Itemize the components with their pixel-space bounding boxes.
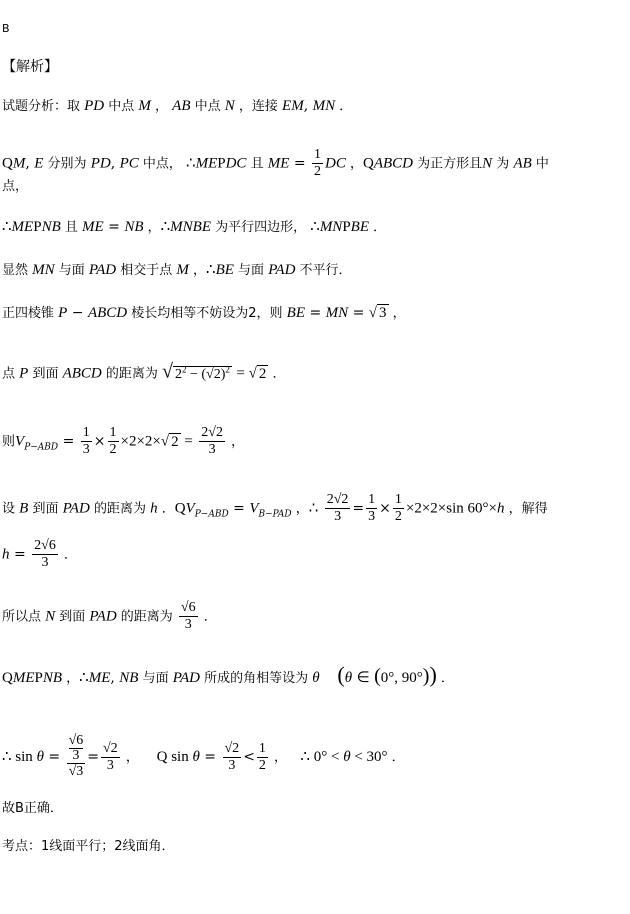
solution-line-1: 试题分析：取 PD 中点 M ， AB 中点 N ，连接 EM, MN ． <box>2 98 353 114</box>
solution-line-13: ∴ sin θ = √6 3 √3 = $\frac{√2}{3}$ ， Q sin θ = $\frac{√2}{3}$ < $\frac{1}{2}$ ， ∴ 0° < θ < 30° ． <box>2 733 405 779</box>
solution-line-12: QMEPNB ，∴ME, NB 与面 PAD 所成的角相等设为 θ (θ ∈ (0°, 90°)) ． <box>2 662 454 687</box>
solution-line-8: 则$V_{P-ABD}$ = $\frac{1}{3}$ × $\frac{1}{2}$ ×2×2×√ 2 = $\frac{2√2}{3}$ ， <box>2 425 245 457</box>
section-heading: 【解析】 <box>2 59 58 75</box>
solution-line-10: h = $\frac{2√6}{3}$ ． <box>2 538 77 570</box>
solution-conclusion: 故B正确． <box>2 801 63 816</box>
solution-line-5: 显然 MN 与面 PAD 相交于点 M ，∴BE 与面 PAD 不平行． <box>2 262 352 278</box>
solution-line-7: 点 P 到面 ABCD 的距离为 √ $2^2 - (√2)^2$ = √ 2 ． <box>2 360 286 383</box>
solution-line-11: 所以点 N 到面 PAD 的距离为 $\frac{√6}{3}$ ． <box>2 600 217 632</box>
key-points: 考点：1线面平行；2线面角． <box>2 839 175 854</box>
solution-line-6: 正四棱锥 P − ABCD 棱长均相等不妨设为2，则 BE = MN = √ 3 ， <box>2 305 406 321</box>
solution-line-4: ∴MEPNB 且 ME = NB ，∴MNBE 为平行四边形， ∴MNPBE ． <box>2 219 387 235</box>
solution-line-9: 设 B 到面 PAD 的距离为 h ．$QV_{P-ABD} = V_{B-PAD}$ ，∴ $\frac{2√2}{3}$ = $\frac{1}{3}$ × $\frac{1}{2}$ ×2×2×sin 60°×h ，解得 <box>2 492 548 524</box>
solution-line-3: 点， <box>2 179 29 194</box>
solution-line-2: QM, E 分别为 PD, PC 中点， ∴MEPDC 且 ME = $\frac{1}{2}$ DC ，QABCD 为正方形且N 为 AB 中 <box>2 147 549 179</box>
answer-letter: B <box>2 22 10 35</box>
